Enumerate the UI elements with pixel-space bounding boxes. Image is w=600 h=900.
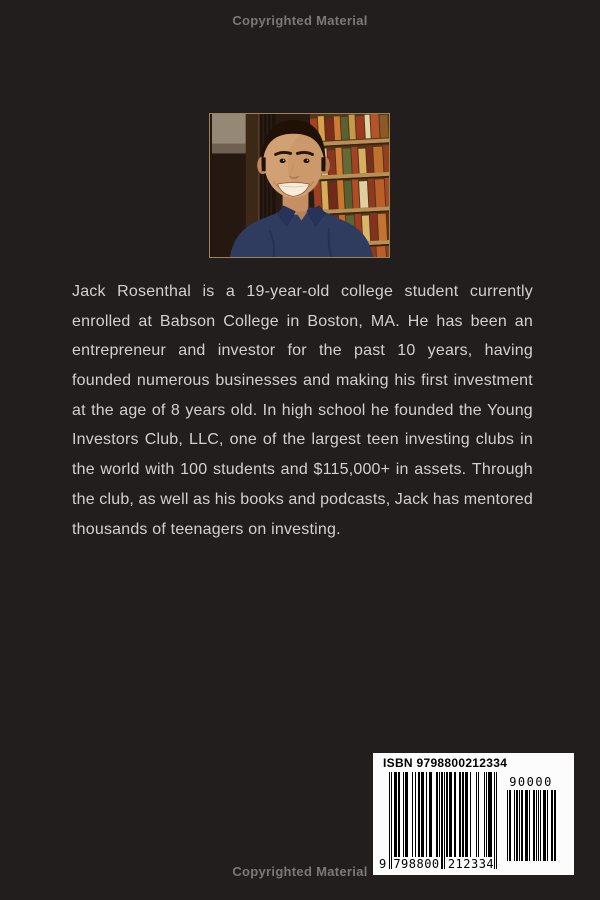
addon-price-code: 90000 xyxy=(509,775,553,789)
author-photo-frame xyxy=(209,113,390,258)
bio-line: founded numerous businesses and making his first investment xyxy=(72,372,533,390)
ean13-right-digits: 212334 xyxy=(447,857,495,871)
bio-line: at the age of 8 years old. In high school he founded the Young xyxy=(72,401,533,419)
ean13-bars xyxy=(389,772,497,869)
barcode-panel xyxy=(373,753,574,875)
bio-line: the club, as well as his books and podcasts, Jack has mentored xyxy=(72,490,533,508)
ean13-first-digit: 9 xyxy=(379,857,387,871)
bio-line: the world with 100 students and $115,000+ in assets. Through xyxy=(72,461,533,479)
ean5-bars xyxy=(506,790,556,861)
bio-line: thousands of teenagers on investing. xyxy=(72,520,341,538)
author-bio xyxy=(72,283,533,550)
bio-line: Investors Club, LLC, one of the largest teen investing clubs in xyxy=(72,431,533,449)
copyright-notice-top: Copyrighted Material xyxy=(232,13,368,28)
ean13-barcode xyxy=(379,772,499,872)
ean13-left-digits: 798800 xyxy=(393,857,440,871)
bio-line: entrepreneur and investor for the past 10 years, having xyxy=(72,342,533,360)
bio-line: Jack Rosenthal is a 19-year-old college student currently xyxy=(72,283,533,300)
copyright-notice-bottom: Copyrighted Material xyxy=(232,864,368,879)
ean5-addon-barcode xyxy=(506,775,556,861)
isbn-label: ISBN 9798800212334 xyxy=(383,756,508,770)
author-photo xyxy=(210,114,389,257)
bio-line: enrolled at Babson College in Boston, MA. He has been an xyxy=(72,312,533,330)
